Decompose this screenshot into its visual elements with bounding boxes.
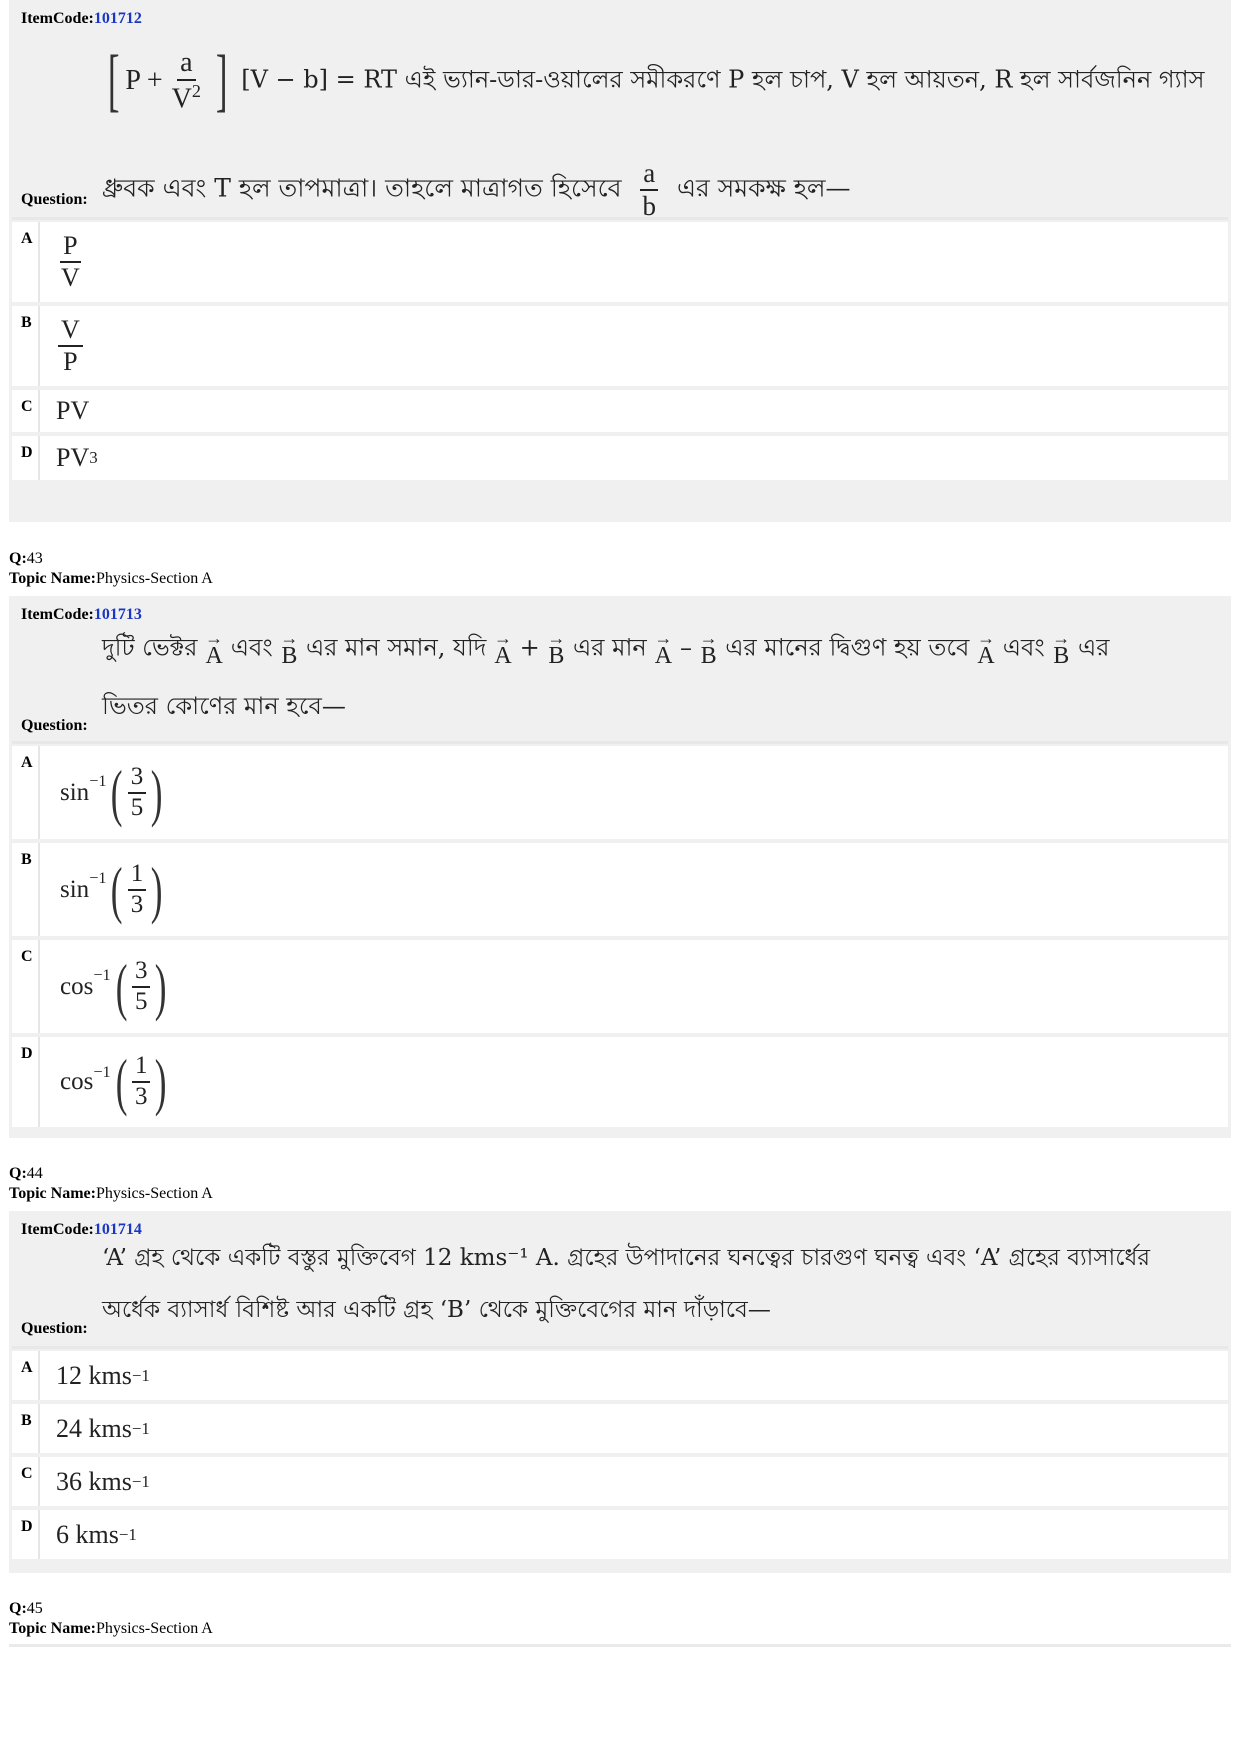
question-number: 44: [26, 1165, 43, 1182]
question-label: Question:: [21, 191, 88, 208]
question-number: 43: [26, 550, 43, 567]
itemcode-line: ItemCode:101712: [21, 10, 142, 27]
topic-name: Physics-Section A: [95, 570, 213, 587]
question-meta-43: Q:43 Topic Name:Physics-Section A: [9, 550, 213, 587]
option-d[interactable]: D cos $^{-1}$ ( $\frac{1}{3}$ ): [12, 1037, 1228, 1127]
question-card: [9, 1211, 1231, 1573]
question-text-line-2: অর্ধেক ব্যাসার্ধ বিশিষ্ট আর একটি গ্রহ ‘B’ থেকে মুক্তিবেগের মান দাঁড়াবে—: [102, 1297, 771, 1323]
question-row: [12, 624, 1228, 741]
fraction-a-v2: $\frac{a}{V^2}$: [171, 46, 201, 115]
question-row: [12, 28, 1228, 222]
topic-name: Physics-Section A: [95, 1620, 213, 1637]
question-card: [9, 0, 1231, 522]
question-card: [9, 596, 1231, 1138]
question-block-101713: [9, 596, 1231, 1138]
option-c[interactable]: C PV: [12, 390, 1228, 432]
option-b[interactable]: B 24 kms −1: [12, 1404, 1228, 1453]
option-c[interactable]: C 36 kms −1: [12, 1457, 1228, 1506]
option-a[interactable]: A 12 kms −1: [12, 1351, 1228, 1400]
question-block-101714: [9, 1211, 1231, 1573]
question-text-line-1: [ P + $\frac{a}{V^2}$ ] [V − b] = RT এই ভ্যান-ডার-ওয়ালের সমীকরণে P হল চাপ, V হল আয়তন, R হল সার্বজনিন গ্যাস: [102, 46, 1220, 116]
question-text-line-1: ‘A’ গ্রহ থেকে একটি বস্তুর মুক্তিবেগ 12 kms⁻¹ A. গ্রহের উপাদানের ঘনত্বের চারগুণ ঘনত্ব এবং ‘A’ গ্রহের ব্যাসার্ধের: [102, 1245, 1150, 1271]
option-a[interactable]: A sin $^{-1}$ ( $\frac{3}{5}$ ): [12, 746, 1228, 839]
question-block-101712: [9, 0, 1231, 522]
fraction-a-b: $\frac{a}{b}$: [640, 158, 660, 222]
option-c[interactable]: C cos $^{-1}$ ( $\frac{3}{5}$ ): [12, 940, 1228, 1033]
question-text-line-2: ভিতর কোণের মান হবে—: [102, 692, 346, 720]
option-d[interactable]: D PV 3: [12, 436, 1228, 480]
itemcode-line: ItemCode:101714: [21, 1221, 142, 1238]
itemcode: 101713: [93, 606, 142, 623]
question-label: Question:: [21, 1320, 88, 1337]
option-b[interactable]: B $\frac{V}{P}$: [12, 306, 1228, 386]
itemcode: 101714: [93, 1221, 142, 1238]
question-text-line-2: ধ্রুবক এবং T হল তাপমাত্রা। তাহলে মাত্রাগত হিসেবে $\frac{a}{b}$ এর সমকক্ষ হল—: [102, 158, 851, 222]
option-b[interactable]: B sin $^{-1}$ ( $\frac{1}{3}$ ): [12, 843, 1228, 936]
question-text-line-1: দুটি ভেক্টর → A এবং → B এর মান সমান, যদি → A + → B এর মান → A – → B এর মানের দ্বিগুণ হয় তবে → A এবং → B এর: [102, 628, 1110, 670]
equation: [ P + $\frac{a}{V^2}$ ]: [107, 42, 228, 119]
option-d[interactable]: D 6 kms −1: [12, 1510, 1228, 1559]
question-number: 45: [26, 1600, 43, 1617]
itemcode-line: ItemCode:101713: [21, 606, 142, 623]
question-label: Question:: [21, 717, 88, 734]
question-row: [12, 1239, 1228, 1346]
topic-name: Physics-Section A: [95, 1185, 213, 1202]
itemcode: 101712: [93, 10, 142, 27]
bracket-right: ]: [215, 42, 228, 119]
bracket-left: [: [107, 42, 120, 119]
divider: [9, 1644, 1231, 1647]
question-meta-45: Q:45 Topic Name:Physics-Section A: [9, 1600, 213, 1637]
option-a[interactable]: A $\frac{P}{V}$: [12, 222, 1228, 302]
question-meta-44: Q:44 Topic Name:Physics-Section A: [9, 1165, 213, 1202]
